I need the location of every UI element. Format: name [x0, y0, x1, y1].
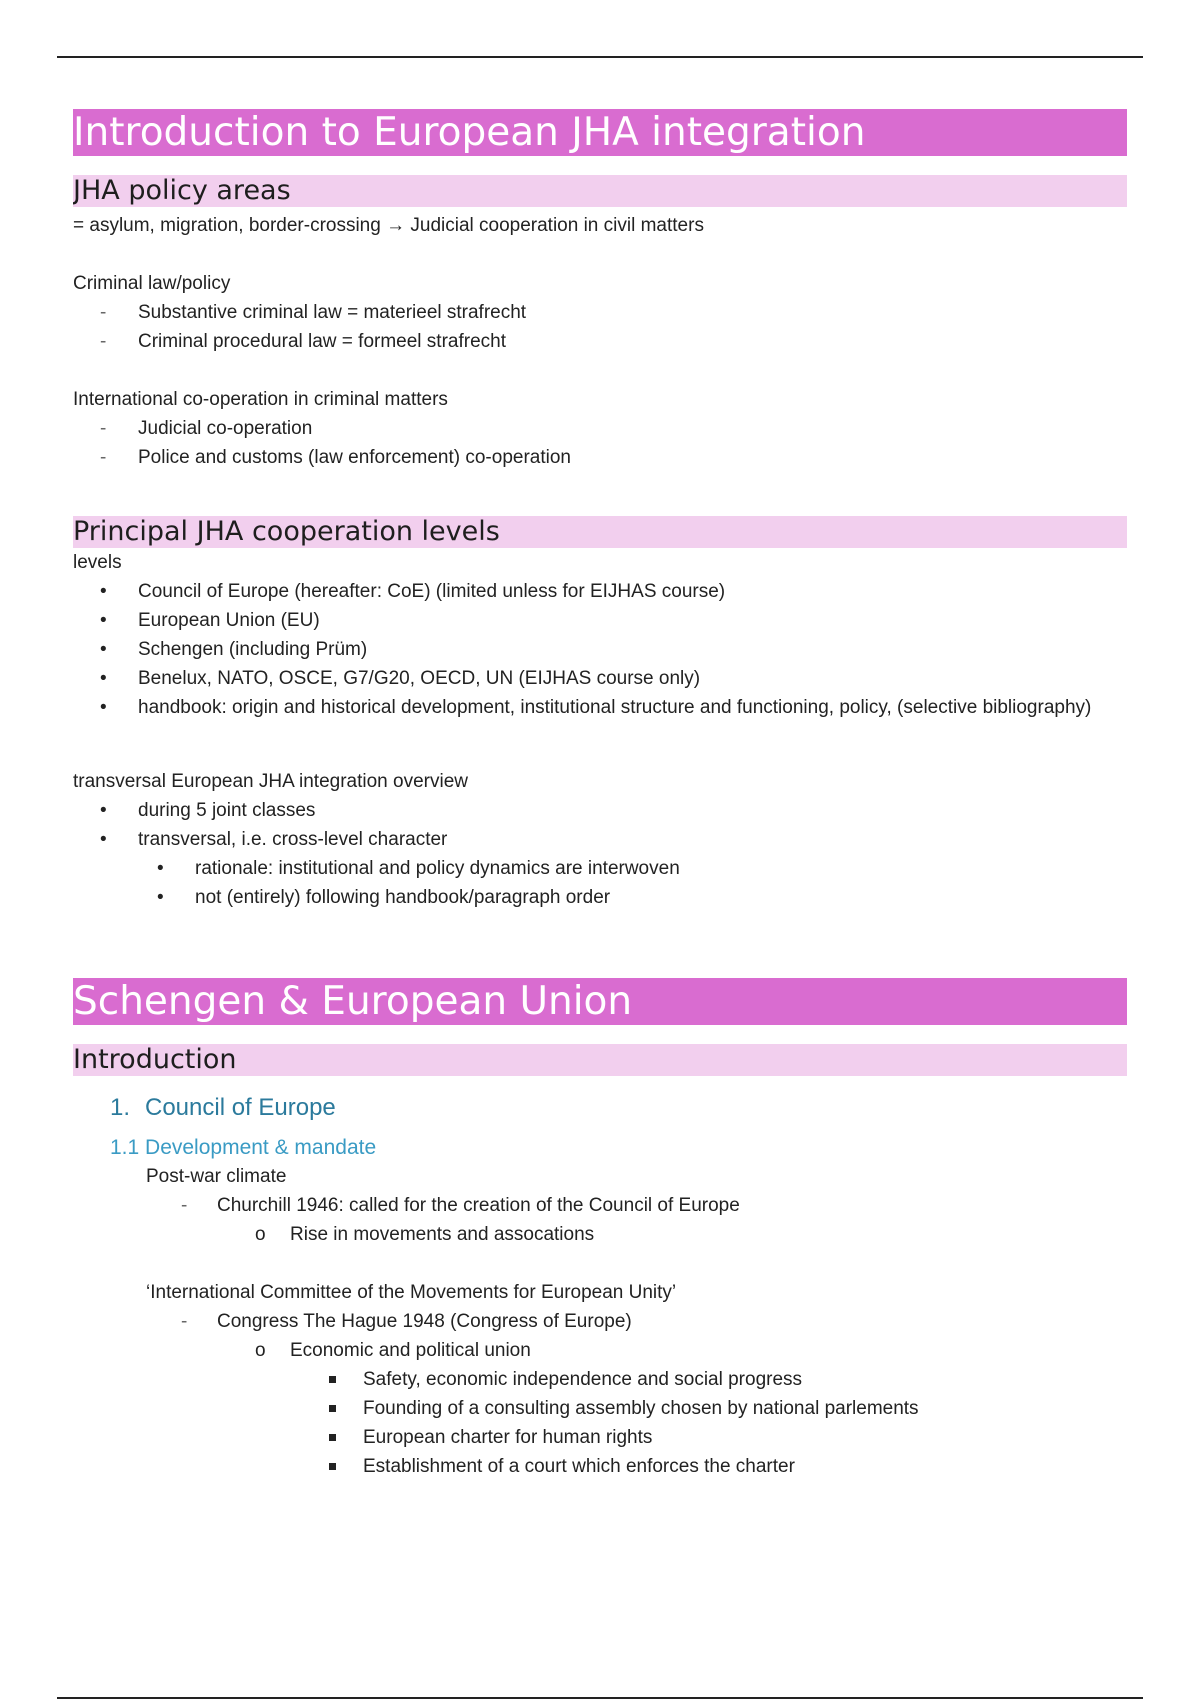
- list-item: • Schengen (including Prüm): [73, 635, 1127, 664]
- dash-bullet-icon: -: [181, 1195, 188, 1216]
- levels-label: levels: [73, 552, 122, 573]
- overview-list: [73, 796, 1127, 912]
- square-bullet-icon: [329, 1405, 336, 1412]
- list-item: Safety, economic independence and social progress: [73, 1365, 1127, 1394]
- bullet-icon: •: [100, 800, 107, 821]
- list-item: • Benelux, NATO, OSCE, G7/G20, OECD, UN (EIJHAS course only): [73, 664, 1127, 693]
- list-item: • European Union (EU): [73, 606, 1127, 635]
- dash-bullet-icon: -: [100, 331, 107, 352]
- footer-rule: [57, 1697, 1143, 1699]
- heading-1-schengen-eu: Schengen & European Union: [73, 978, 1127, 1025]
- list-item: - Judicial co-operation: [73, 414, 1127, 443]
- criminal-law-list: [73, 298, 1127, 356]
- heading-1-intro: Introduction to European JHA integration: [73, 109, 1127, 156]
- bullet-icon: •: [157, 887, 164, 908]
- bullet-icon: •: [100, 697, 107, 718]
- circle-bullet-icon: o: [255, 1340, 266, 1361]
- list-item: - Congress The Hague 1948 (Congress of Europe): [73, 1307, 1127, 1336]
- bullet-icon: •: [100, 581, 107, 602]
- overview-label: transversal European JHA integration overview: [73, 771, 468, 792]
- intl-cooperation-label: International co-operation in criminal matters: [73, 389, 448, 410]
- heading-3-council-of-europe: 1. Council of Europe: [110, 1094, 336, 1121]
- postwar-label: Post-war climate: [146, 1166, 287, 1187]
- list-item: Founding of a consulting assembly chosen by national parlements: [73, 1394, 1127, 1423]
- list-item: o Rise in movements and assocations: [73, 1220, 1127, 1249]
- list-item: - Police and customs (law enforcement) co-operation: [73, 443, 1127, 472]
- bullet-icon: •: [100, 829, 107, 850]
- list-item: - Churchill 1946: called for the creation of the Council of Europe: [73, 1191, 1127, 1220]
- square-bullet-icon: [329, 1376, 336, 1383]
- square-bullet-icon: [329, 1463, 336, 1470]
- policy-areas-intro: = asylum, migration, border-crossing → Judicial cooperation in civil matters: [73, 215, 704, 236]
- dash-bullet-icon: -: [100, 302, 107, 323]
- bullet-icon: •: [100, 639, 107, 660]
- list-item: • during 5 joint classes: [73, 796, 1127, 825]
- heading-2-cooperation-levels: Principal JHA cooperation levels: [73, 516, 1127, 548]
- bullet-icon: •: [100, 610, 107, 631]
- intl-cooperation-list: [73, 414, 1127, 472]
- dash-bullet-icon: -: [181, 1311, 188, 1332]
- square-bullet-icon: [329, 1434, 336, 1441]
- list-item: • handbook: origin and historical development, institutional structure and functioning, policy, (selective bibliography): [73, 693, 1098, 722]
- list-item: Establishment of a court which enforces the charter: [73, 1452, 1127, 1481]
- committee-label: ‘International Committee of the Movements for European Unity’: [146, 1282, 677, 1303]
- list-item: - Criminal procedural law = formeel strafrecht: [73, 327, 1127, 356]
- circle-bullet-icon: o: [255, 1224, 266, 1245]
- heading-4-development-mandate: 1.1 Development & mandate: [110, 1136, 377, 1159]
- dash-bullet-icon: -: [100, 418, 107, 439]
- heading-2-policy-areas: JHA policy areas: [73, 175, 1127, 207]
- list-item: European charter for human rights: [73, 1423, 1127, 1452]
- levels-list: [73, 577, 1127, 722]
- list-item: • not (entirely) following handbook/paragraph order: [73, 883, 1127, 912]
- criminal-law-label: Criminal law/policy: [73, 273, 231, 294]
- document-page: [73, 109, 1127, 1481]
- list-item: - Substantive criminal law = materieel strafrecht: [73, 298, 1127, 327]
- dash-bullet-icon: -: [100, 447, 107, 468]
- list-item: o Economic and political union: [73, 1336, 1127, 1365]
- list-item: • Council of Europe (hereafter: CoE) (limited unless for EIJHAS course): [73, 577, 1127, 606]
- heading-2-introduction: Introduction: [73, 1044, 1127, 1076]
- list-item: • rationale: institutional and policy dynamics are interwoven: [73, 854, 1127, 883]
- header-rule: [57, 56, 1143, 58]
- bullet-icon: •: [157, 858, 164, 879]
- list-item: • transversal, i.e. cross-level character: [73, 825, 1127, 854]
- bullet-icon: •: [100, 668, 107, 689]
